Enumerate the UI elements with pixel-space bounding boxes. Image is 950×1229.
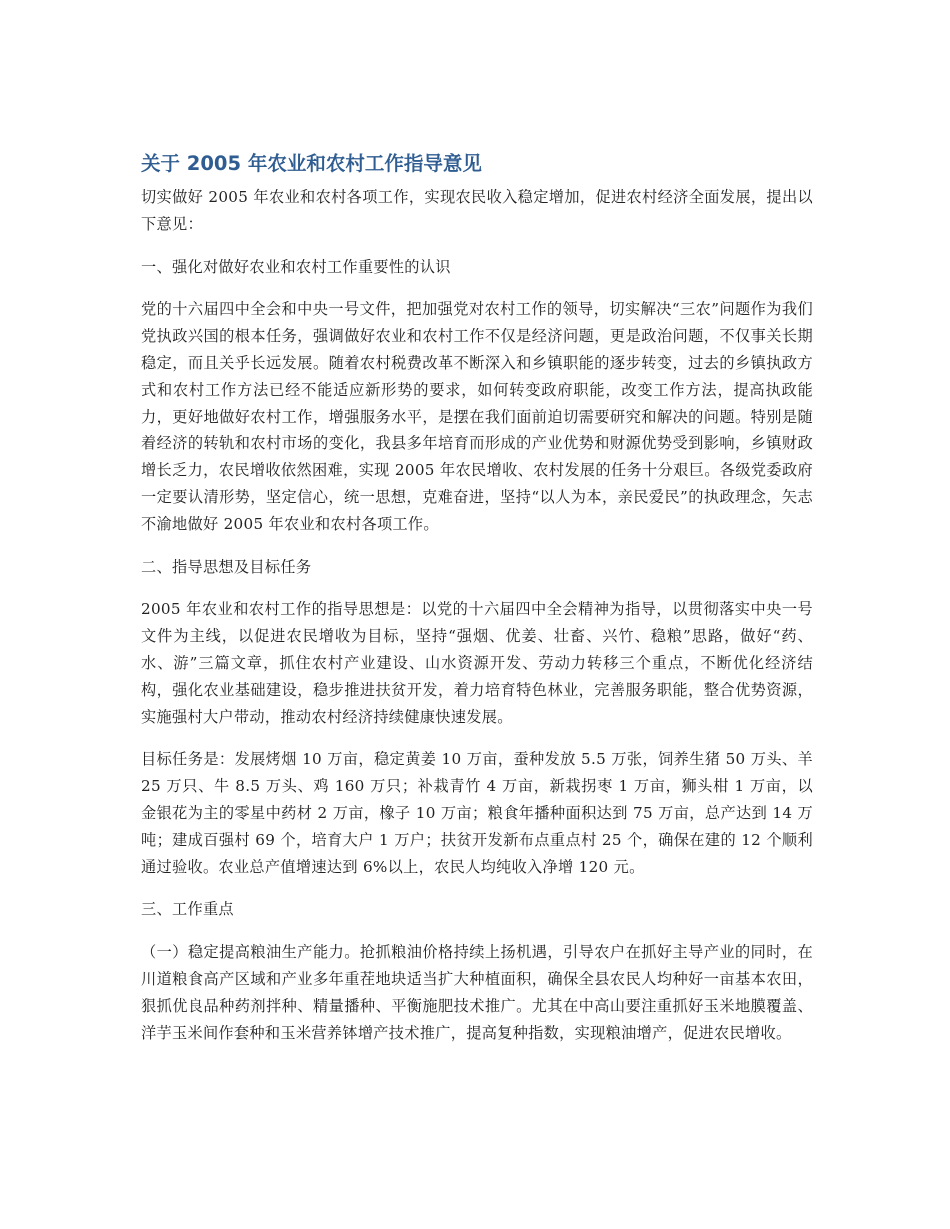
- intro-paragraph: 切实做好 2005 年农业和农村各项工作，实现农民收入稳定增加，促进农村经济全面发展，提出以下意见：: [141, 188, 813, 233]
- section-3-heading: 三、工作重点: [141, 900, 234, 919]
- document-title: 关于 2005 年农业和农村工作指导意见: [141, 152, 482, 175]
- document-page: [141, 150, 813, 1062]
- section-2-heading: 二、指导思想及目标任务: [141, 557, 312, 576]
- section-2-paragraph-targets: 目标任务是：发展烤烟 10 万亩，稳定黄姜 10 万亩，蚕种发放 5.5 万张，饲养生猪 50 万头、羊 25 万只、牛 8.5 万头、鸡 160 万只；补栽青竹 4 万亩，新栽拐枣 1 万亩，狮头柑 1 万亩，以金银花为主的零星中药材 2 万亩，橡子 10 万亩；粮食年播种面积达到 75 万亩，总产达到 14 万吨；建成百强村 69 个，培育大户 1 万户；扶贫开发新布点重点村 25 个，确保在建的 12 个顺利通过验收。农业总产值增速达到 6%以上，农民人均纯收入净增 120 元。: [141, 750, 813, 876]
- section-1-paragraph: 党的十六届四中全会和中央一号文件，把加强党对农村工作的领导，切实解决“三农”问题作为我们党执政兴国的根本任务，强调做好农业和农村工作不仅是经济问题，更是政治问题，不仅事关长期稳定，而且关乎长远发展。随着农村税费改革不断深入和乡镇职能的逐步转变，过去的乡镇执政方式和农村工作方法已经不能适应新形势的要求，如何转变政府职能，改变工作方法，提高执政能力，更好地做好农村工作，增强服务水平，是摆在我们面前迫切需要研究和解决的问题。特别是随着经济的转轨和农村市场的变化，我县多年培育而形成的产业优势和财源优势受到影响，乡镇财政增长乏力，农民增收依然困难，实现 2005 年农民增收、农村发展的任务十分艰巨。各级党委政府一定要认清形势，坚定信心，统一思想，克难奋进，坚持“以人为本，亲民爱民”的执政理念，矢志不渝地做好 2005 年农业和农村各项工作。: [141, 300, 813, 533]
- section-3-paragraph-grain-oil: （一）稳定提高粮油生产能力。抢抓粮油价格持续上扬机遇，引导农户在抓好主导产业的同时，在川道粮食高产区域和产业多年重茬地块适当扩大种植面积，确保全县农民人均种好一亩基本农田，狠抓优良品种药剂拌种、精量播种、平衡施肥技术推广。尤其在中高山要注重抓好玉米地膜覆盖、洋芋玉米间作套种和玉米营养钵增产技术推广，提高复种指数，实现粮油增产，促进农民增收。: [141, 943, 813, 1042]
- section-2-paragraph-guiding-ideology: 2005 年农业和农村工作的指导思想是：以党的十六届四中全会精神为指导，以贯彻落实中央一号文件为主线，以促进农民增收为目标，坚持“强烟、优姜、壮畜、兴竹、稳粮”思路，做好“药、水、游”三篇文章，抓住农村产业建设、山水资源开发、劳动力转移三个重点，不断优化经济结构，强化农业基础建设，稳步推进扶贫开发，着力培育特色林业，完善服务职能，整合优势资源，实施强村大户带动，推动农村经济持续健康快速发展。: [141, 600, 813, 726]
- section-1-heading: 一、强化对做好农业和农村工作重要性的认识: [141, 257, 451, 276]
